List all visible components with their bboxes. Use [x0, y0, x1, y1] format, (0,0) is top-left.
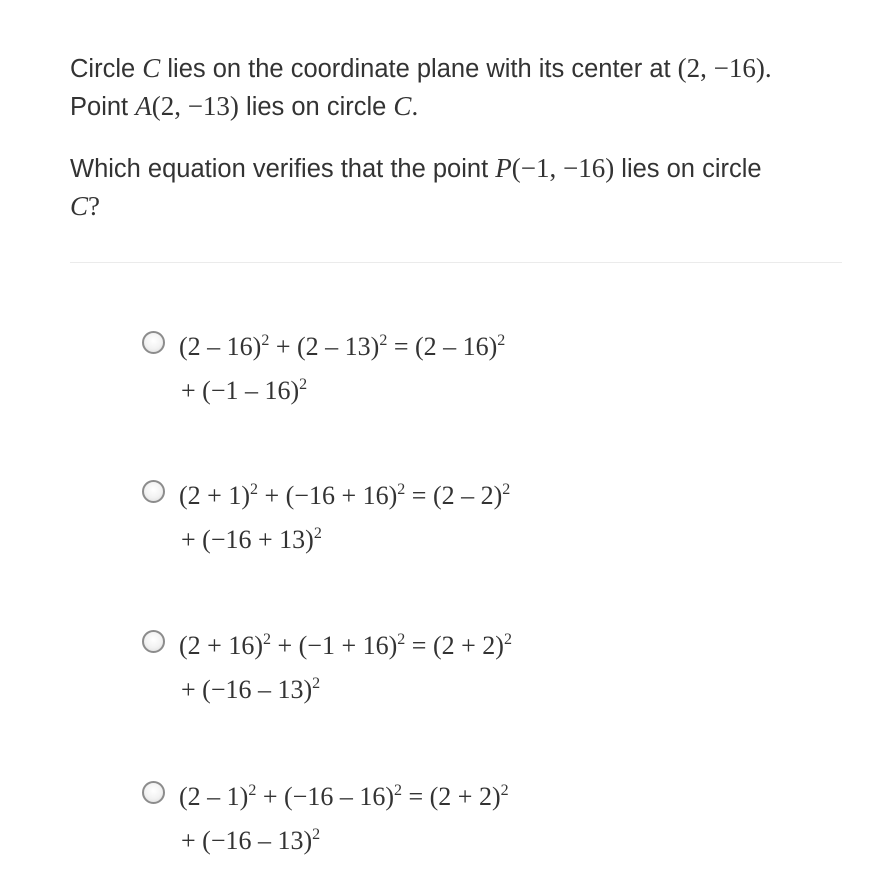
answer-choice-b[interactable]	[142, 474, 702, 562]
choice-equation	[179, 624, 702, 712]
question-prompt	[70, 50, 830, 226]
answer-choice-c[interactable]	[142, 624, 702, 712]
choice-equation	[179, 775, 702, 863]
answer-choice-a[interactable]	[142, 325, 702, 413]
question-paragraph-1: Circle C lies on the coordinate plane with its center at (2, −16). Point A(2, −13) lies on circle C.	[70, 53, 772, 121]
radio-button-icon[interactable]	[142, 781, 165, 804]
choice-equation	[179, 325, 702, 413]
radio-button-icon[interactable]	[142, 331, 165, 354]
equation-line-2: + $(-1 - 16)^2$	[181, 376, 308, 405]
divider	[70, 262, 842, 263]
equation-line-1: $(2 + 1)^2 + (-16 + 16)^2 = (2 - 2)^2$	[179, 481, 511, 510]
radio-button-icon[interactable]	[142, 480, 165, 503]
equation-line-2: + $(-16 - 13)^2$	[181, 675, 321, 704]
equation-line-2: + $(-16 + 13)^2$	[181, 525, 322, 554]
equation-line-1: $(2 - 1)^2 + (-16 - 16)^2 = (2 + 2)^2$	[179, 782, 509, 811]
equation-line-1: $(2 + 16)^2 + (-1 + 16)^2 = (2 + 2)^2$	[179, 631, 512, 660]
equation-line-2: + $(-16 - 13)^2$	[181, 826, 321, 855]
equation-line-1: (2 – 16)$^2$ + (2 – 13)$^2$ = (2 – 16)$^2$	[179, 332, 506, 361]
radio-button-icon[interactable]	[142, 630, 165, 653]
choice-equation	[179, 474, 702, 562]
question-paragraph-2: Which equation verifies that the point P(−1, −16) lies on circle C?	[70, 153, 762, 221]
answer-choice-d[interactable]	[142, 775, 702, 863]
